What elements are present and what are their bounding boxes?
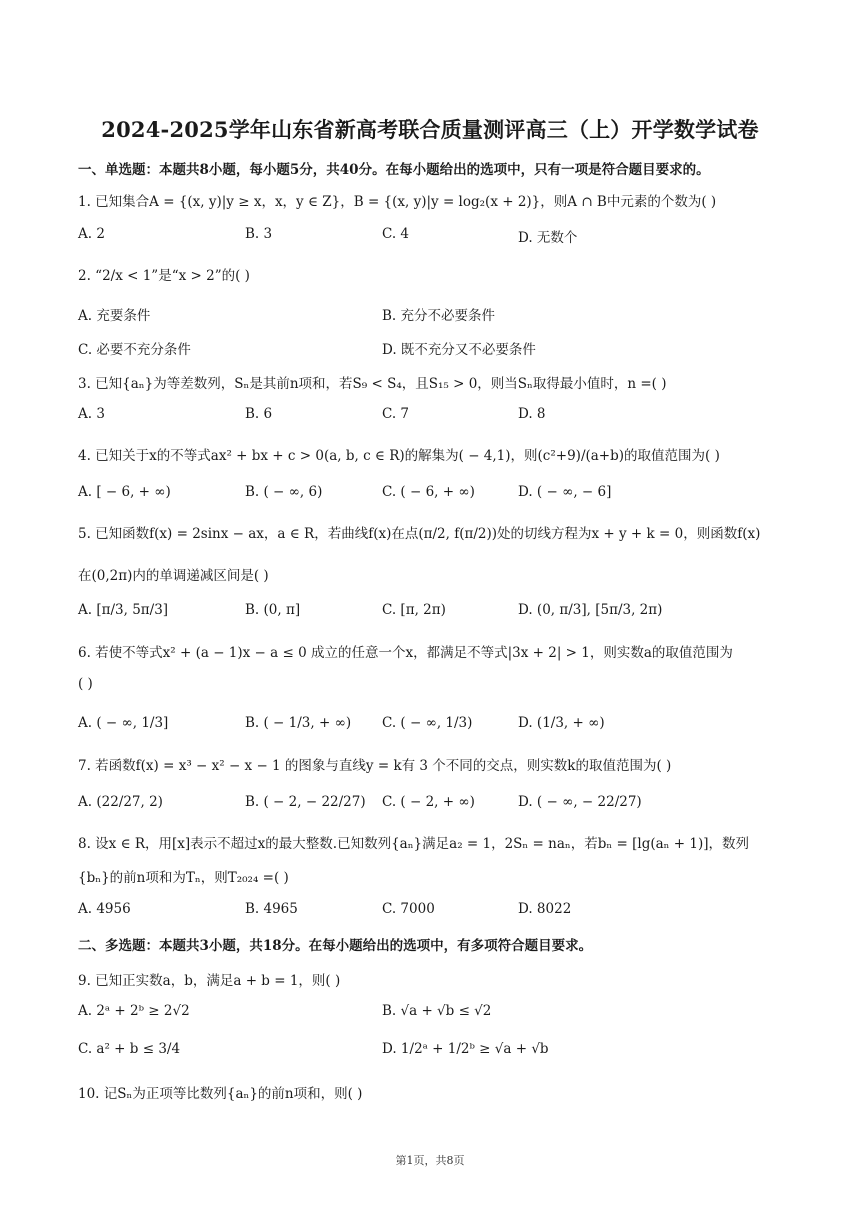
section-heading-multiple-choice: 二、多选题：本题共3小题，共18分。在每小题给出的选项中，有多项符合题目要求。	[78, 938, 593, 954]
option-b: B. 充分不必要条件	[382, 308, 496, 324]
option-b: B. ( − 2, − 22/27)	[245, 794, 366, 810]
question-4-stem: 4. 已知关于x的不等式ax² + bx + c > 0(a, b, c ∈ R)的解集为( − 4,1)，则(c²+9)/(a+b)的取值范围为( )	[78, 448, 720, 464]
option-c: C. 4	[382, 226, 410, 242]
page-footer: 第1页，共8页	[395, 1154, 465, 1167]
option-b: B. 4965	[245, 901, 298, 917]
option-c: C. 必要不充分条件	[78, 342, 191, 358]
question-9-stem: 9. 已知正实数a，b，满足a + b = 1，则( )	[78, 973, 341, 989]
section-heading-single-choice: 一、单选题：本题共8小题，每小题5分，共40分。在每小题给出的选项中，只有一项是符合题目要求的。	[78, 162, 710, 178]
option-c: C. ( − 6, + ∞)	[382, 484, 475, 500]
question-8-stem: 8. 设x ∈ R，用[x]表示不超过x的最大整数.已知数列{aₙ}满足a₂ = 1，2Sₙ = naₙ，若bₙ = [lg(aₙ + 1)]，数列	[78, 836, 750, 852]
option-b: B. √a + √b ≤ √2	[382, 1003, 492, 1019]
question-5-stem-line2: 在(0,2π)内的单调递减区间是( )	[78, 568, 269, 584]
option-d: D. (0, π/3], [5π/3, 2π)	[518, 602, 663, 618]
option-a: A. [ − 6, + ∞)	[78, 484, 171, 500]
option-c: C. a² + b ≤ 3/4	[78, 1041, 181, 1057]
option-d: D. 8022	[518, 901, 572, 917]
option-b: B. ( − 1/3, + ∞)	[245, 715, 352, 731]
option-d: D. 1/2ᵃ + 1/2ᵇ ≥ √a + √b	[382, 1041, 549, 1057]
option-d: D. (1/3, + ∞)	[518, 715, 605, 731]
option-b: B. 3	[245, 226, 273, 242]
question-7-stem: 7. 若函数f(x) = x³ − x² − x − 1 的图象与直线y = k有 3 个不同的交点，则实数k的取值范围为( )	[78, 758, 672, 774]
option-b: B. 6	[245, 406, 273, 422]
option-a: A. 3	[78, 406, 105, 422]
option-c: C. ( − ∞, 1/3)	[382, 715, 473, 731]
question-8-stem-line2: {bₙ}的前n项和为Tₙ，则T₂₀₂₄ =( )	[78, 870, 289, 886]
option-c: C. 7000	[382, 901, 435, 917]
option-d: D. 既不充分又不必要条件	[382, 342, 536, 358]
option-d: D. 无数个	[518, 230, 578, 246]
question-6-stem-line2: ( )	[78, 676, 93, 692]
option-d: D. ( − ∞, − 6]	[518, 484, 612, 500]
page-title: 2024-2025学年山东省新高考联合质量测评高三（上）开学数学试卷	[101, 117, 759, 142]
question-10-stem: 10. 记Sₙ为正项等比数列{aₙ}的前n项和，则( )	[78, 1086, 363, 1102]
question-5-stem: 5. 已知函数f(x) = 2sinx − ax，a ∈ R，若曲线f(x)在点(π/2, f(π/2))处的切线方程为x + y + k = 0，则函数f(x)	[78, 526, 761, 542]
option-d: D. 8	[518, 406, 546, 422]
option-a: A. 4956	[78, 901, 131, 917]
option-c: C. [π, 2π)	[382, 602, 446, 618]
option-a: A. ( − ∞, 1/3]	[78, 715, 169, 731]
option-c: C. 7	[382, 406, 410, 422]
question-1-stem: 1. 已知集合A = {(x, y)|y ≥ x，x，y ∈ Z}，B = {(x, y)|y = log₂(x + 2)}，则A ∩ B中元素的个数为( )	[78, 194, 717, 210]
option-a: A. 2ᵃ + 2ᵇ ≥ 2√2	[78, 1003, 190, 1019]
option-a: A. (22/27, 2)	[78, 794, 163, 810]
option-a: A. 充要条件	[78, 308, 151, 324]
question-2-stem: 2. “2/x < 1”是“x > 2”的( )	[78, 268, 250, 284]
question-3-stem: 3. 已知{aₙ}为等差数列，Sₙ是其前n项和，若S₉ < S₄，且S₁₅ > 0，则当Sₙ取得最小值时，n =( )	[78, 376, 667, 392]
question-6-stem: 6. 若使不等式x² + (a − 1)x − a ≤ 0 成立的任意一个x，都满足不等式|3x + 2| > 1，则实数a的取值范围为	[78, 645, 733, 661]
option-b: B. (0, π]	[245, 602, 301, 618]
option-c: C. ( − 2, + ∞)	[382, 794, 475, 810]
option-b: B. ( − ∞, 6)	[245, 484, 323, 500]
option-a: A. [π/3, 5π/3]	[78, 602, 169, 618]
option-d: D. ( − ∞, − 22/27)	[518, 794, 642, 810]
option-a: A. 2	[78, 226, 105, 242]
